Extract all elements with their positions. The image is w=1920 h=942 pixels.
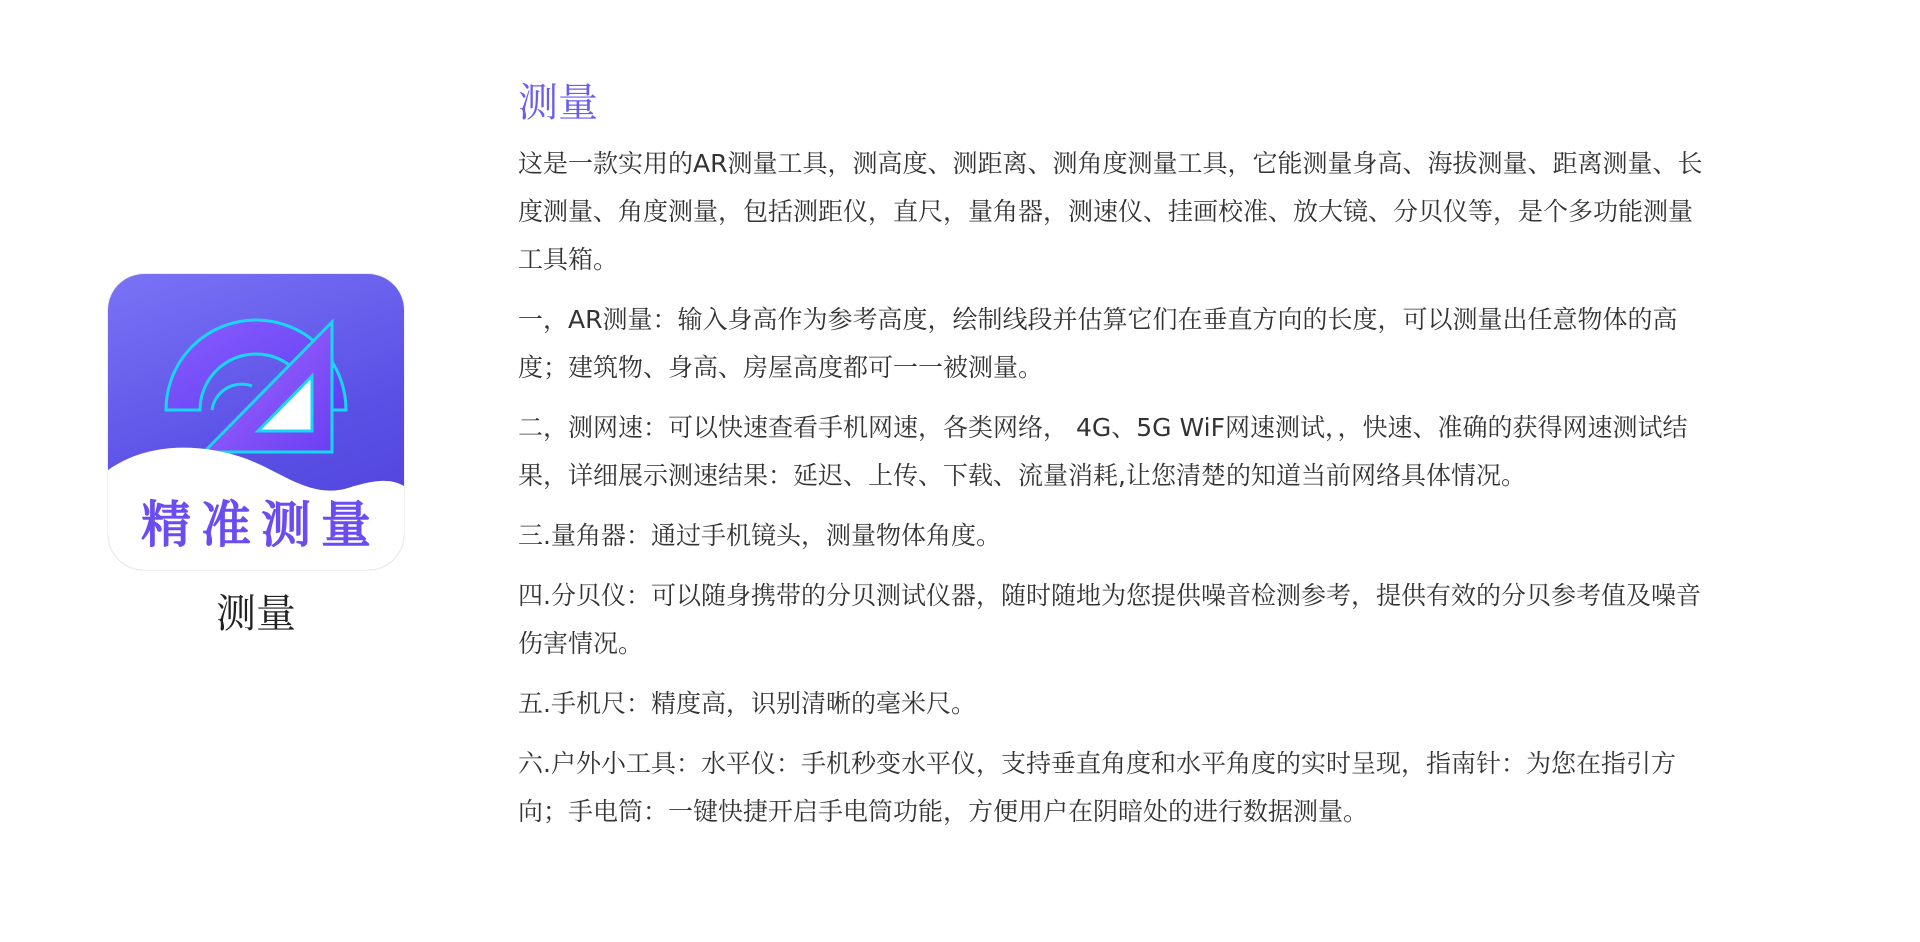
feature-ruler: 五.手机尺：精度高，识别清晰的毫米尺。 [518, 689, 976, 718]
feature-outdoor-tools: 六.户外小工具：水平仪：手机秒变水平仪，支持垂直角度和水平角度的实时呈现，指南针：为您在指引方向；手电筒：一键快捷开启手电筒功能，方便用户在阴暗处的进行数据测量。 [518, 749, 1676, 826]
page-title: 测量 [518, 80, 598, 126]
feature-decibel-meter: 四.分贝仪：可以随身携带的分贝测试仪器，随时随地为您提供噪音检测参考，提供有效的分贝参考值及噪音伤害情况。 [518, 581, 1701, 658]
feature-protractor: 三.量角器：通过手机镜头，测量物体角度。 [518, 521, 1001, 550]
app-card[interactable] [108, 274, 404, 638]
app-icon[interactable] [108, 274, 404, 570]
icon-caption: 精准测量 [141, 496, 381, 554]
description-text: 这是一款实用的AR测量工具，测高度、测距离、测角度测量工具，它能测量身高、海拔测量、距离测量、长度测量、角度测量，包括测距仪，直尺，量角器，测速仪、挂画校准、放大镜、分贝仪等，是个多功能测量工具箱。 [518, 149, 1703, 274]
feature-speed-test: 二，测网速：可以快速查看手机网速，各类网络， 4G、5G WiF网速测试，，快速、准确的获得网速测试结果，详细展示测速结果：延迟、上传、下载、流量消耗,让您清楚的知道当前网络具体情况。 [518, 413, 1688, 490]
app-description-panel [518, 76, 1718, 836]
feature-ar-measure: 一，AR测量：输入身高作为参考高度，绘制线段并估算它们在垂直方向的长度，可以测量出任意物体的高度；建筑物、身高、房屋高度都可一一被测量。 [518, 305, 1678, 382]
app-name: 测量 [216, 591, 296, 637]
